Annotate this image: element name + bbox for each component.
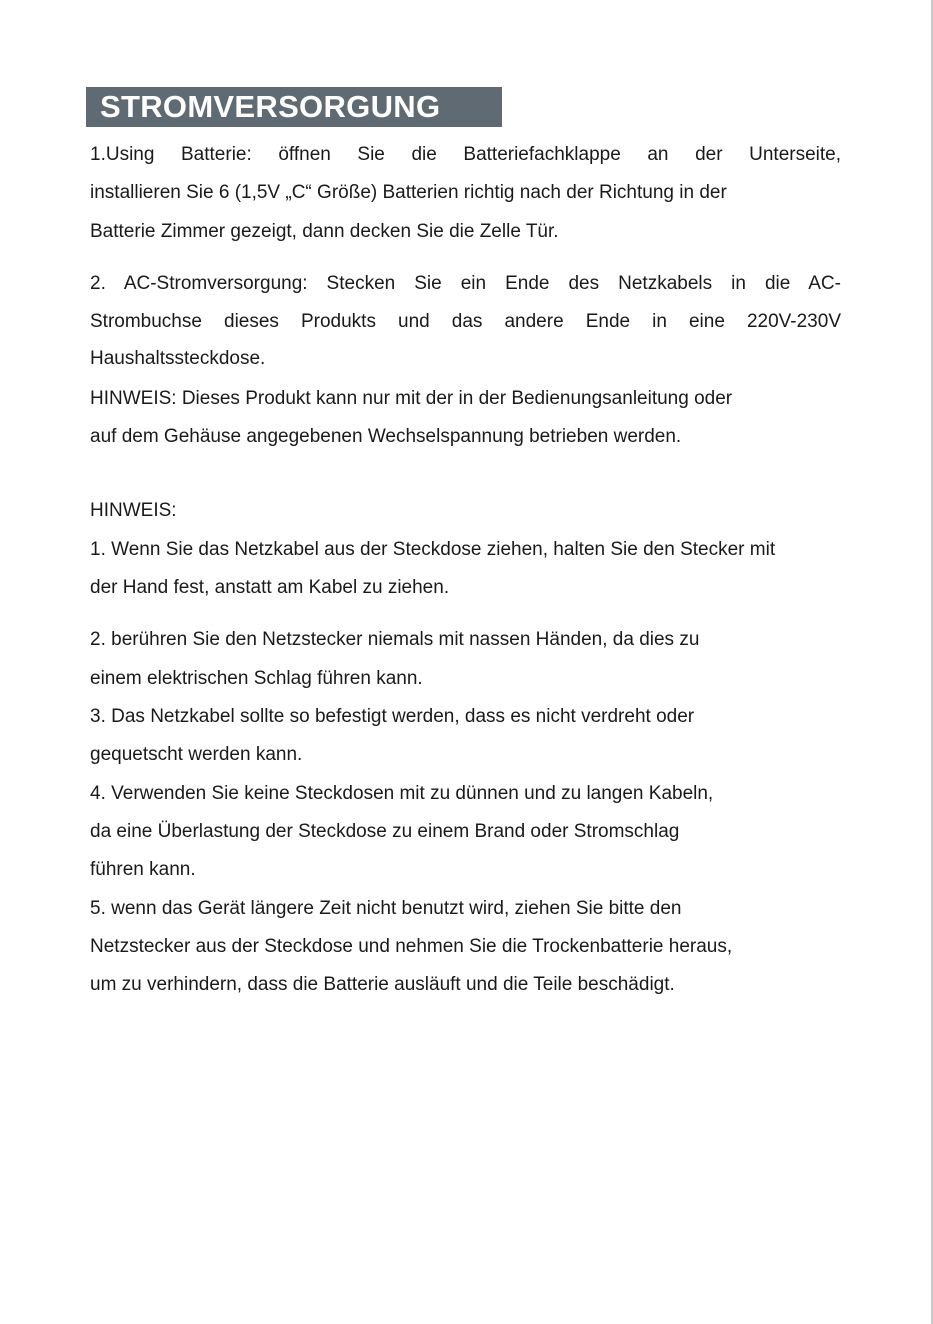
voltage-note-line-1: HINWEIS: Dieses Produkt kann nur mit der in der Bedienungsanleitung oder <box>90 388 733 409</box>
note-1-line-2: der Hand fest, anstatt am Kabel zu ziehen. <box>90 577 450 598</box>
note-5-line-3: um zu verhindern, dass die Batterie ausläuft und die Teile beschädigt. <box>90 974 675 995</box>
ac-power-line-3: Haushaltssteckdose. <box>90 348 266 369</box>
battery-line-3: Batterie Zimmer gezeigt, dann decken Sie die Zelle Tür. <box>90 221 559 242</box>
note-3-line-2: gequetscht werden kann. <box>90 744 303 765</box>
voltage-note-line-2: auf dem Gehäuse angegebenen Wechselspannung betrieben werden. <box>90 426 682 447</box>
note-4-line-3: führen kann. <box>90 859 196 880</box>
note-5-line-1: 5. wenn das Gerät längere Zeit nicht benutzt wird, ziehen Sie bitte den <box>90 898 682 919</box>
note-3-line-1: 3. Das Netzkabel sollte so befestigt werden, dass es nicht verdreht oder <box>90 706 695 727</box>
battery-line-2: installieren Sie 6 (1,5V „C“ Größe) Batterien richtig nach der Richtung in der <box>90 182 727 203</box>
note-1-line-1: 1. Wenn Sie das Netzkabel aus der Steckdose ziehen, halten Sie den Stecker mit <box>90 539 776 560</box>
ac-power-line-1: 2. AC-Stromversorgung: Stecken Sie ein Ende des Netzkabels in die AC- <box>90 273 841 294</box>
battery-line-1: 1.Using Batterie: öffnen Sie die Batteriefachklappe an der Unterseite, <box>90 144 841 165</box>
note-4-line-1: 4. Verwenden Sie keine Steckdosen mit zu dünnen und zu langen Kabeln, <box>90 783 714 804</box>
section-heading: STROMVERSORGUNG <box>86 87 502 127</box>
note-4-line-2: da eine Überlastung der Steckdose zu einem Brand oder Stromschlag <box>90 821 680 842</box>
note-2-line-1: 2. berühren Sie den Netzstecker niemals mit nassen Händen, da dies zu <box>90 629 700 650</box>
ac-power-line-2: Strombuchse dieses Produkts und das andere Ende in eine 220V-230V <box>90 311 841 332</box>
note-2-line-2: einem elektrischen Schlag führen kann. <box>90 668 423 689</box>
note-5-line-2: Netzstecker aus der Steckdose und nehmen Sie die Trockenbatterie heraus, <box>90 936 733 957</box>
notes-title: HINWEIS: <box>90 500 177 521</box>
